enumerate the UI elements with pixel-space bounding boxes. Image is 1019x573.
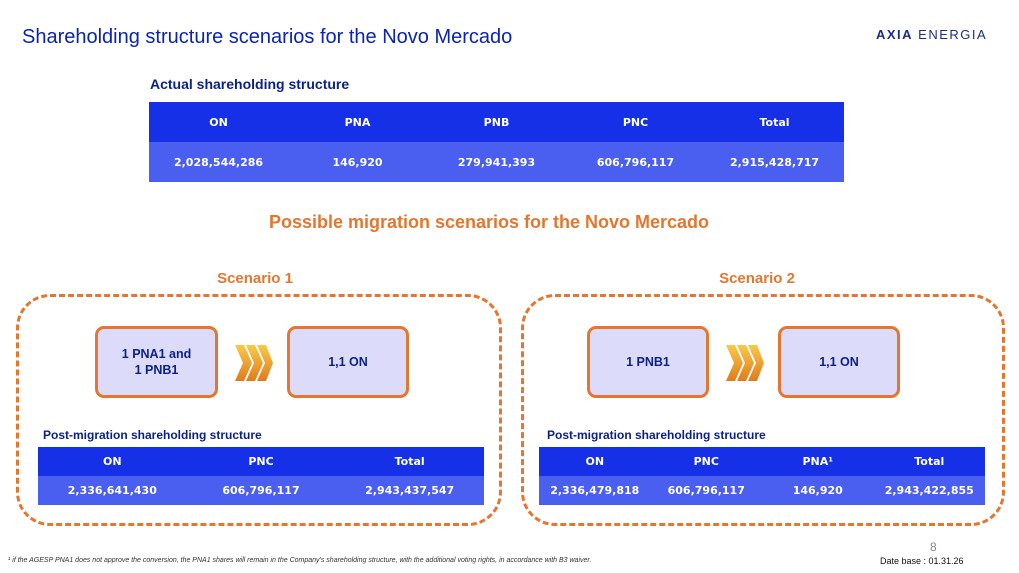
scenario-2-post-heading: Post-migration shareholding structure xyxy=(547,428,766,442)
column-header: PNB xyxy=(427,102,566,142)
table-cell: 2,028,544,286 xyxy=(149,142,288,182)
scenario-2-to-box: 1,1 ON xyxy=(778,326,900,398)
triple-chevron-right-icon xyxy=(726,345,764,381)
table-header-row xyxy=(149,102,844,142)
scenario-1-label: Scenario 1 xyxy=(217,270,293,287)
footnote: ¹ if the AGESP PNA1 does not approve the conversion, the PNA1 shares will remain in the Company's shareholding structure, with the additional voting rights, in accordance with B3 waiver. xyxy=(8,557,592,564)
scenario-1-to-box: 1,1 ON xyxy=(287,326,409,398)
table-cell: 2,943,437,547 xyxy=(335,476,484,505)
table-cell: 2,336,641,430 xyxy=(38,476,187,505)
column-header: PNC xyxy=(651,447,763,476)
table-row xyxy=(38,476,484,505)
actual-structure-heading: Actual shareholding structure xyxy=(150,76,350,92)
column-header: PNA xyxy=(288,102,427,142)
table-row xyxy=(149,142,844,182)
column-header: ON xyxy=(149,102,288,142)
date-base: Date base : 01.31.26 xyxy=(880,556,964,566)
table-header-row xyxy=(38,447,484,476)
table-cell: 279,941,393 xyxy=(427,142,566,182)
column-header: Total xyxy=(705,102,844,142)
scenario-2-from-box: 1 PNB1 xyxy=(587,326,709,398)
table-row xyxy=(539,476,985,505)
column-header: ON xyxy=(38,447,187,476)
column-header: PNC xyxy=(566,102,705,142)
logo-text: ENERGIA xyxy=(913,27,988,42)
table-cell: 146,920 xyxy=(762,476,874,505)
table-cell: 146,920 xyxy=(288,142,427,182)
table-cell: 606,796,117 xyxy=(187,476,336,505)
column-header: Total xyxy=(874,447,986,476)
table-cell: 606,796,117 xyxy=(566,142,705,182)
page-title: Shareholding structure scenarios for the Novo Mercado xyxy=(22,26,513,48)
company-logo xyxy=(876,27,987,42)
table-header-row xyxy=(539,447,985,476)
column-header: PNA¹ xyxy=(762,447,874,476)
scenario-1-from-box: 1 PNA1 and 1 PNB1 xyxy=(95,326,218,398)
column-header: PNC xyxy=(187,447,336,476)
logo-bold-text: AXIA xyxy=(876,27,914,42)
page-number: 8 xyxy=(930,540,937,554)
column-header: Total xyxy=(335,447,484,476)
table-cell: 2,943,422,855 xyxy=(874,476,986,505)
migration-scenarios-title: Possible migration scenarios for the Novo Mercado xyxy=(268,212,710,232)
table-cell: 606,796,117 xyxy=(651,476,763,505)
actual-structure-table xyxy=(149,102,844,182)
triple-chevron-right-icon xyxy=(235,345,273,381)
scenario-1-post-table xyxy=(38,447,484,505)
scenario-2-post-table xyxy=(539,447,985,505)
scenario-1-post-heading: Post-migration shareholding structure xyxy=(43,428,262,442)
table-cell: 2,336,479,818 xyxy=(539,476,651,505)
column-header: ON xyxy=(539,447,651,476)
scenario-2-label: Scenario 2 xyxy=(719,270,795,287)
table-cell: 2,915,428,717 xyxy=(705,142,844,182)
